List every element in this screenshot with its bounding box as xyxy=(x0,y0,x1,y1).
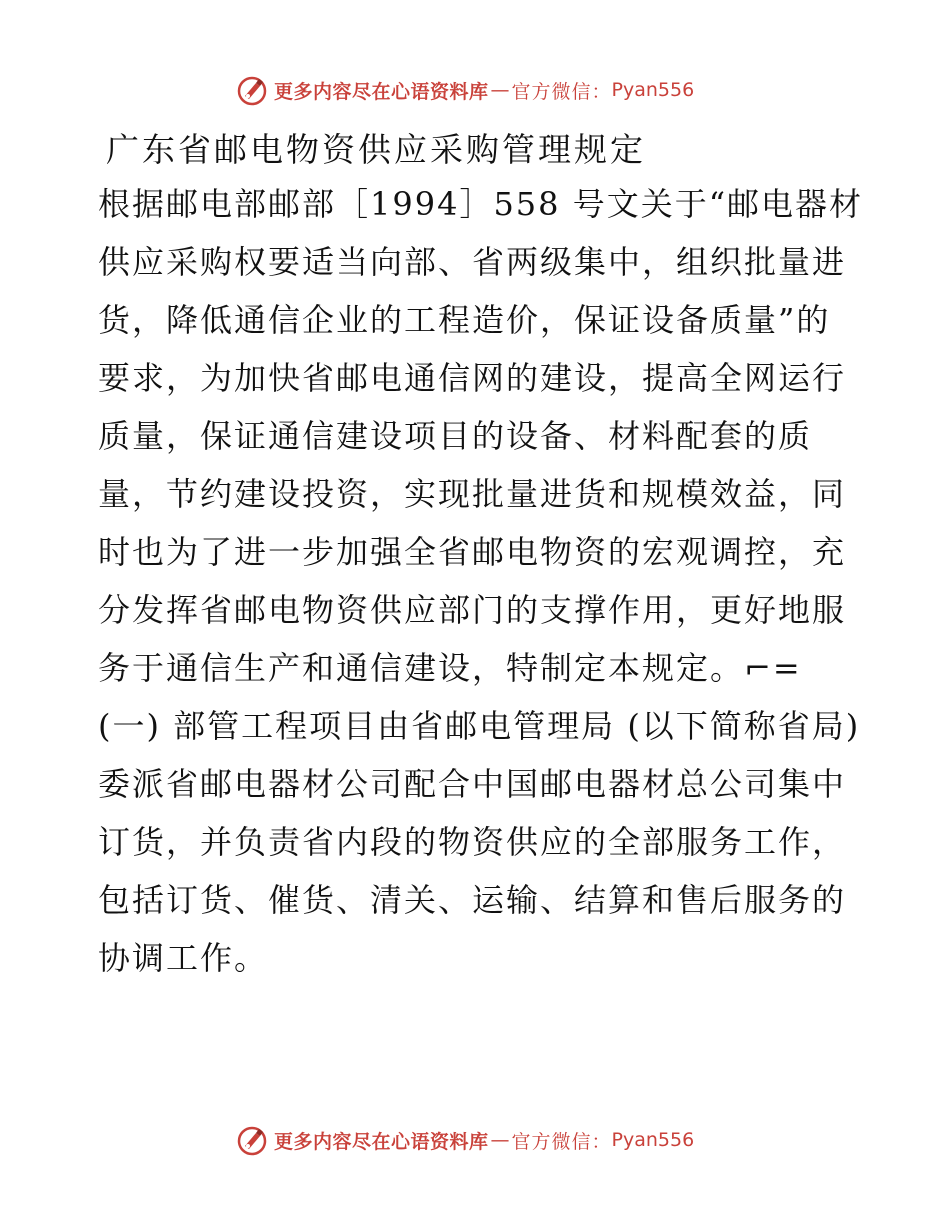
body-line: 委派省邮电器材公司配合中国邮电器材总公司集中 xyxy=(98,765,847,803)
header-watermark xyxy=(236,72,694,108)
body-line: 根据邮电部邮部［1994］558 号文关于“邮电器材 xyxy=(98,185,864,223)
watermark-text: 更多内容尽在心语资料库 xyxy=(274,80,489,103)
body-line: 质量，保证通信建设项目的设备、材料配套的质 xyxy=(98,417,813,455)
body-line: 要求，为加快省邮电通信网的建设，提高全网运行 xyxy=(98,359,847,397)
body-line: 订货，并负责省内段的物资供应的全部服务工作， xyxy=(98,823,847,861)
body-line: (一) 部管工程项目由省邮电管理局 (以下简称省局) xyxy=(98,707,861,745)
watermark-account: Pyan556 xyxy=(611,79,695,101)
body-line: 包括订货、催货、清关、运输、结算和售后服务的 xyxy=(98,881,847,919)
watermark-label: 官方微信： xyxy=(511,1130,612,1153)
watermark-separator: — xyxy=(490,1129,510,1151)
watermark-label: 官方微信： xyxy=(511,80,612,103)
body-line: 分发挥省邮电物资供应部门的支撑作用，更好地服 xyxy=(98,591,847,629)
body-line: 时也为了进一步加强全省邮电物资的宏观调控，充 xyxy=(98,533,847,571)
body-line: 量，节约建设投资，实现批量进货和规模效益，同 xyxy=(98,475,847,513)
footer-watermark xyxy=(236,1122,694,1158)
body-line: 供应采购权要适当向部、省两级集中，组织批量进 xyxy=(98,243,847,281)
body-line: 协调工作。 xyxy=(98,939,269,977)
watermark-text: 更多内容尽在心语资料库 xyxy=(274,1130,489,1153)
document-body xyxy=(98,175,864,987)
pen-seal-logo-icon xyxy=(236,74,268,106)
watermark-separator: — xyxy=(490,79,510,101)
watermark-account: Pyan556 xyxy=(611,1129,695,1151)
document-title: 广东省邮电物资供应采购管理规定 xyxy=(106,130,646,169)
pen-seal-logo-icon xyxy=(236,1124,268,1156)
body-line: 货，降低通信企业的工程造价，保证设备质量”的 xyxy=(98,301,831,339)
body-line: 务于通信生产和通信建设，特制定本规定。⌐= xyxy=(98,649,802,687)
